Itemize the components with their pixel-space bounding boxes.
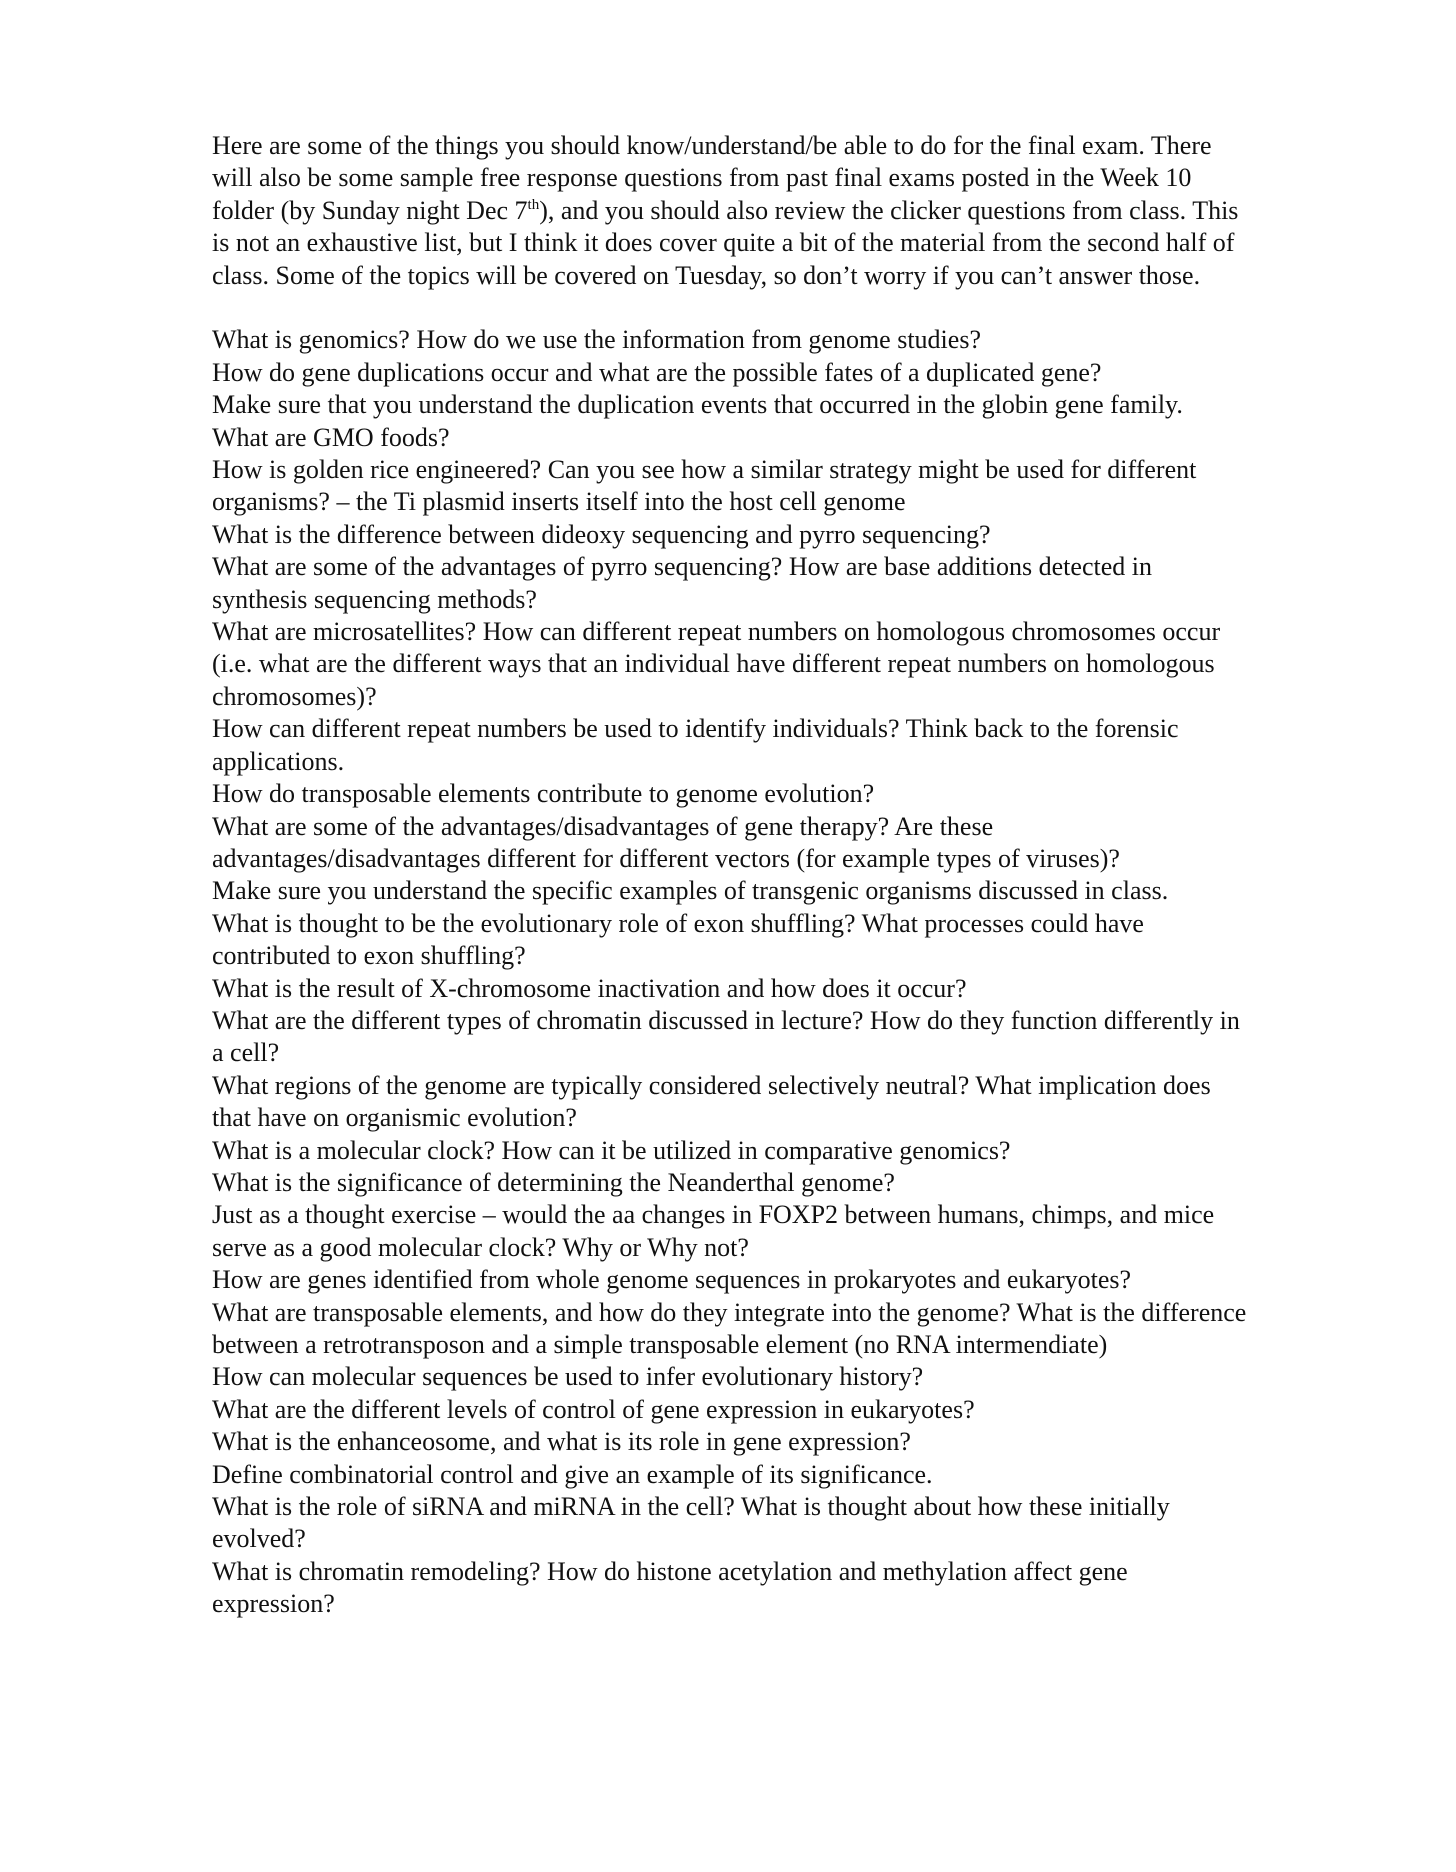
question-item: How are genes identified from whole genome sequences in prokaryotes and eukaryotes? — [212, 1265, 1132, 1295]
question-item: What is genomics? How do we use the information from genome studies? — [212, 325, 981, 355]
question-item: What is the significance of determining the Neanderthal genome? — [212, 1167, 895, 1197]
question-item: What is the result of X-chromosome inactivation and how does it occur? — [212, 973, 967, 1003]
question-item: What is thought to be the evolutionary role of exon shuffling? What processes could have contributed to exon shuffling? — [212, 908, 1144, 971]
question-list — [212, 324, 1252, 1620]
question-item: What are the different levels of control of gene expression in eukaryotes? — [212, 1394, 975, 1424]
question-item: Just as a thought exercise – would the aa changes in FOXP2 between humans, chimps, and mice serve as a good molecular clock? Why or Why not? — [212, 1200, 1215, 1262]
question-item: How do transposable elements contribute to genome evolution? — [212, 779, 875, 809]
question-item: What are some of the advantages of pyrro sequencing? How are base additions detected in synthesis sequencing methods? — [212, 552, 1152, 614]
question-item: Define combinatorial control and give an example of its significance. — [212, 1459, 933, 1489]
intro-paragraph — [212, 130, 1252, 292]
intro-text-part1: Here are some of the things you should know/understand/be able to do for the final exam. There will also be some sample free response questions from past final exams posted in the Week 10 folder (by Sunday night Dec 7 — [212, 131, 1212, 225]
question-item: What regions of the genome are typically considered selectively neutral? What implication does that have on organismic evolution? — [212, 1070, 1211, 1133]
question-item: What is a molecular clock? How can it be utilized in comparative genomics? — [212, 1135, 1011, 1165]
question-item: What is the role of siRNA and miRNA in the cell? What is thought about how these initially evolved? — [212, 1492, 1170, 1554]
question-item: What is the enhanceosome, and what is its role in gene expression? — [212, 1427, 911, 1457]
question-item: What is the difference between dideoxy sequencing and pyrro sequencing? — [212, 519, 991, 549]
question-item: What are transposable elements, and how do they integrate into the genome? What is the difference between a retrotransposon and a simple transposable element (no RNA intermendiate) — [212, 1297, 1247, 1360]
question-item: What are microsatellites? How can different repeat numbers on homologous chromosomes occur (i.e. what are the different ways that an individual have different repeat numbers on homologous chromosomes)? — [212, 617, 1221, 711]
intro-superscript: th — [527, 196, 540, 213]
question-item: How can molecular sequences be used to infer evolutionary history? — [212, 1362, 924, 1392]
question-item: How can different repeat numbers be used to identify individuals? Think back to the forensic applications. — [212, 714, 1179, 776]
question-item: Make sure that you understand the duplication events that occurred in the globin gene family. — [212, 390, 1183, 420]
question-item: What are the different types of chromatin discussed in lecture? How do they function differently in a cell? — [212, 1005, 1240, 1068]
question-item: What is chromatin remodeling? How do histone acetylation and methylation affect gene expression? — [212, 1556, 1128, 1619]
question-item: How do gene duplications occur and what are the possible fates of a duplicated gene? — [212, 357, 1102, 387]
intro-text-part2: ), and you should also review the clicker questions from class. This is not an exhaustive list, but I think it does cover quite a bit of the material from the second half of class. Some of the topics will be covered on Tuesday, so don’t worry if you can’t answer those. — [212, 195, 1239, 290]
question-item: Make sure you understand the specific examples of transgenic organisms discussed in class. — [212, 876, 1169, 906]
question-item: What are GMO foods? — [212, 422, 450, 452]
question-item: What are some of the advantages/disadvantages of gene therapy? Are these advantages/disadvantages different for different vectors (for example types of viruses)? — [212, 811, 1120, 873]
question-item: How is golden rice engineered? Can you see how a similar strategy might be used for different organisms? – the Ti plasmid inserts itself into the host cell genome — [212, 455, 1197, 517]
document-page — [212, 130, 1252, 1621]
